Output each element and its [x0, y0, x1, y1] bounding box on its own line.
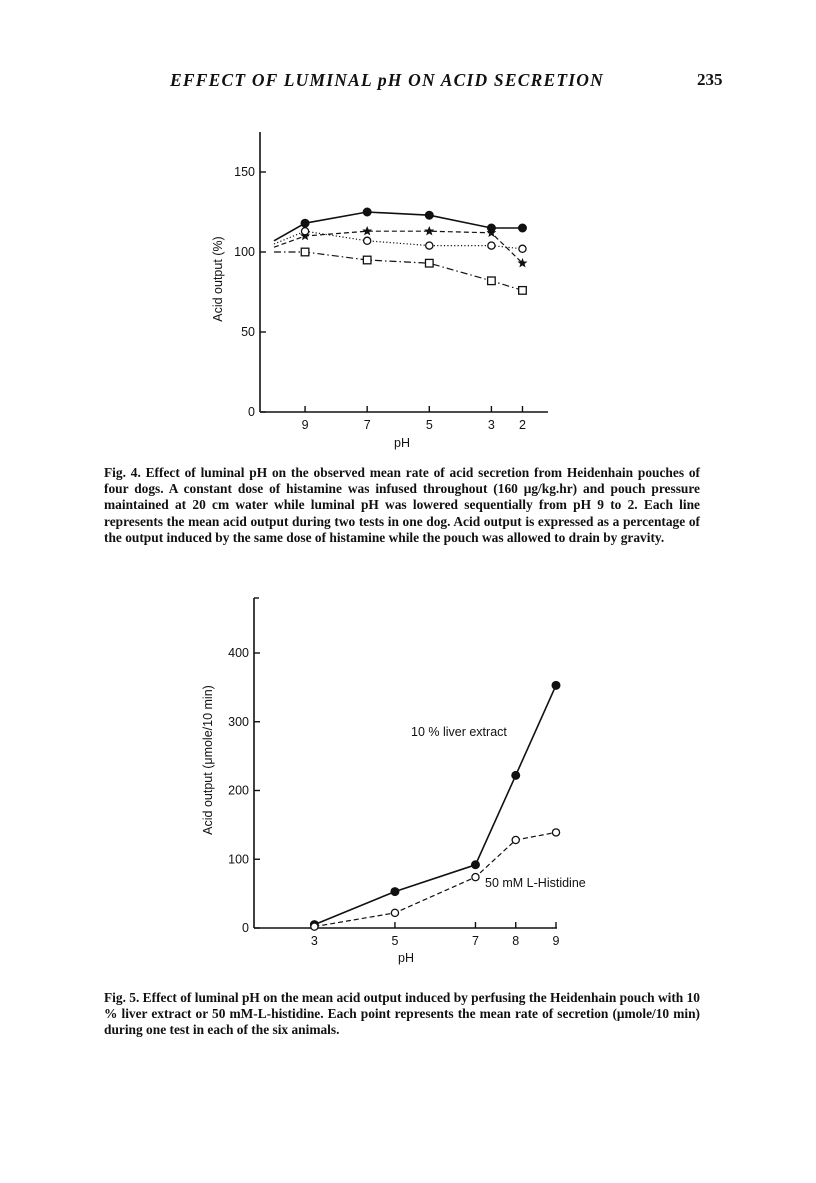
fig5-y-tick-label: 100: [228, 852, 249, 867]
fig4-y-label: Acid output (%): [211, 236, 225, 322]
fig4-point: [363, 256, 371, 264]
fig4-series-line-1: [274, 212, 523, 241]
fig5-y-tick-label: 200: [228, 783, 249, 798]
fig4-point: [518, 224, 526, 232]
figure-5-chart: [0, 590, 816, 980]
fig5-x-tick-label: 8: [512, 934, 520, 948]
figure-4-chart: [0, 120, 816, 460]
fig4-x-tick-label: 9: [301, 418, 309, 432]
fig4-x-tick-label: 7: [363, 418, 371, 432]
fig5-point: [471, 861, 479, 869]
fig5-x-tick-label: 5: [391, 934, 399, 948]
fig5-label-liver-extract: 10 % liver extract: [411, 725, 507, 739]
fig4-series-line-4: [274, 252, 523, 290]
fig5-x-tick-label: 9: [552, 934, 560, 948]
running-title: EFFECT OF LUMINAL pH ON ACID SECRETION: [170, 70, 604, 90]
fig4-point: [301, 248, 309, 256]
fig4-series-line-2: [274, 231, 523, 263]
fig5-point: [311, 923, 318, 930]
page-number: 235: [697, 70, 723, 89]
fig4-point: [301, 228, 308, 235]
fig4-x-tick-label: 2: [518, 418, 526, 432]
fig4-point: [426, 242, 433, 249]
fig4-point: [364, 237, 371, 244]
fig4-point: [519, 287, 527, 295]
fig5-point: [552, 829, 559, 836]
fig5-x-tick-label: 7: [471, 934, 479, 948]
fig4-point: [425, 259, 433, 267]
fig4-point: [363, 208, 371, 216]
fig4-point: [425, 211, 433, 219]
fig5-point: [391, 888, 399, 896]
fig4-y-tick-label: 50: [241, 325, 255, 339]
fig4-y-tick-label: 150: [234, 165, 255, 179]
fig4-point: [519, 245, 526, 252]
fig4-y-tick-label: 100: [234, 245, 255, 259]
fig4-x-tick-label: 3: [487, 418, 495, 432]
fig5-point: [391, 909, 398, 916]
fig4-point: [488, 242, 495, 249]
fig4-series-line-3: [274, 231, 523, 249]
figure-4-caption: Fig. 4. Effect of luminal pH on the observed mean rate of acid secretion from Heidenhain pouches of four dogs. A constant dose of histamine was infused throughout (160 μg/kg.hr) and pouch pressure maintained at 20 cm water while luminal pH was lowered sequentially from pH 9 to 2. Each line represents the mean acid output during two tests in one dog. Acid output is expressed as a percentage of the output induced by the same dose of histamine while the pouch was allowed to drain by gravity.: [104, 465, 700, 545]
fig5-label-histidine: 50 mM L-Histidine: [485, 876, 586, 890]
fig5-y-tick-label: 400: [228, 646, 249, 660]
fig5-x-tick-label: 3: [310, 934, 318, 948]
fig5-point: [472, 874, 479, 881]
fig4-point: [301, 219, 309, 227]
fig4-point: [363, 227, 371, 235]
fig4-point: [488, 277, 496, 285]
fig4-x-tick-label: 5: [425, 418, 433, 432]
fig5-y-tick-label: 0: [242, 921, 249, 935]
fig5-y-tick-label: 300: [228, 714, 249, 729]
fig5-point: [512, 836, 519, 843]
fig5-point: [512, 771, 520, 779]
page-header: [0, 70, 816, 96]
fig5-y-label: Acid output (μmole/10 min): [201, 685, 215, 835]
fig5-point: [552, 681, 560, 689]
fig4-y-tick-label: 0: [248, 405, 255, 419]
fig4-point: [425, 227, 433, 235]
fig5-x-label: pH: [398, 951, 414, 965]
figure-5-caption: Fig. 5. Effect of luminal pH on the mean acid output induced by perfusing the Heidenhain pouch with 10 % liver extract or 50 mM-L-histidine. Each point represents the mean rate of secretion (μmole/10 min) during one test in each of the six animals.: [104, 990, 700, 1038]
fig4-x-label: pH: [394, 436, 410, 450]
